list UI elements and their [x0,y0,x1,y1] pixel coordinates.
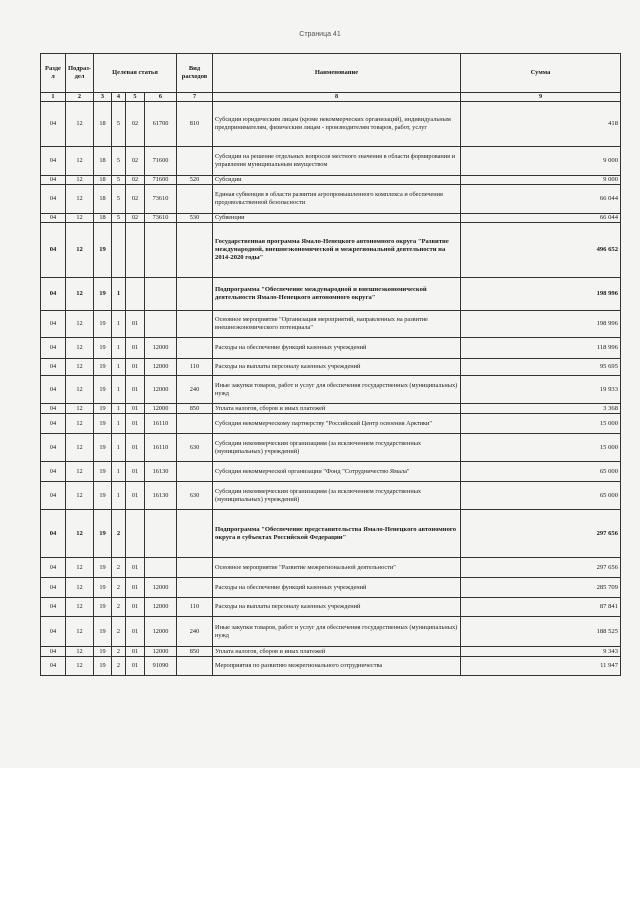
razdel-cell: 04 [41,462,66,482]
razdel-cell: 04 [41,434,66,462]
program-code-cell: 18 [94,185,112,214]
item-name-cell: Основное мероприятие "Развитие межрегиональной деятельности" [213,558,461,578]
program-code-cell: 19 [94,558,112,578]
activity-code-cell: 02 [126,176,145,185]
program-code-cell: 19 [94,617,112,647]
subprogram-code-cell: 2 [112,578,126,598]
podrazdel-cell: 12 [66,482,94,510]
table-row [41,102,621,147]
podrazdel-cell: 12 [66,404,94,414]
budget-table [40,53,621,676]
razdel-cell: 04 [41,657,66,676]
table-row [41,657,621,676]
activity-code-cell: 01 [126,598,145,617]
table-row [41,223,621,278]
sum-cell: 418 [461,102,621,147]
expense-type-cell [177,223,213,278]
item-name-cell: Субсидии юридическим лицам (кроме некоммерческих организаций), индивидуальным предпринимателям, физическим лицам - производителям товаров, работ, услуг [213,102,461,147]
expense-type-cell [177,657,213,676]
subprogram-code-cell: 1 [112,278,126,311]
direction-code-cell: 16110 [145,414,177,434]
activity-code-cell: 01 [126,617,145,647]
subprogram-code-cell: 2 [112,657,126,676]
expense-type-cell [177,414,213,434]
item-name-cell: Государственная программа Ямало-Ненецкого автономного округа "Развитие международной, внешнеэкономической и межрегиональной деятельности на 2014-2020 годы" [213,223,461,278]
program-code-cell: 19 [94,414,112,434]
expense-type-cell: 630 [177,482,213,510]
expense-type-cell [177,185,213,214]
table-row [41,185,621,214]
subprogram-code-cell: 2 [112,647,126,657]
activity-code-cell: 01 [126,578,145,598]
program-code-cell: 19 [94,311,112,338]
podrazdel-cell: 12 [66,359,94,376]
razdel-cell: 04 [41,102,66,147]
subprogram-code-cell: 5 [112,214,126,223]
razdel-cell: 04 [41,510,66,558]
expense-type-cell: 850 [177,647,213,657]
activity-code-cell: 01 [126,657,145,676]
sum-cell: 9 000 [461,176,621,185]
activity-code-cell: 01 [126,338,145,359]
table-row [41,558,621,578]
table-row [41,376,621,404]
podrazdel-cell: 12 [66,278,94,311]
table-row [41,434,621,462]
direction-code-cell: 12000 [145,404,177,414]
podrazdel-cell: 12 [66,657,94,676]
table-row [41,598,621,617]
header-name: Наименование [213,54,461,93]
activity-code-cell [126,278,145,311]
podrazdel-cell: 12 [66,414,94,434]
table-row [41,617,621,647]
subprogram-code-cell: 1 [112,404,126,414]
subprogram-code-cell: 2 [112,558,126,578]
item-name-cell: Подпрограмма "Обеспечение международной и внешнеэкономической деятельности Ямало-Ненецкого автономного округа" [213,278,461,311]
table-row [41,278,621,311]
expense-type-cell [177,510,213,558]
program-code-cell: 19 [94,359,112,376]
expense-type-cell: 240 [177,617,213,647]
sum-cell: 19 933 [461,376,621,404]
podrazdel-cell: 12 [66,598,94,617]
table-row [41,338,621,359]
razdel-cell: 04 [41,338,66,359]
sum-cell: 65 000 [461,462,621,482]
column-number: 8 [213,93,461,102]
sum-cell: 65 000 [461,482,621,510]
sum-cell: 118 996 [461,338,621,359]
expense-type-cell [177,278,213,311]
program-code-cell: 19 [94,376,112,404]
table-row [41,214,621,223]
activity-code-cell: 02 [126,214,145,223]
table-row [41,462,621,482]
razdel-cell: 04 [41,558,66,578]
column-number: 7 [177,93,213,102]
activity-code-cell: 01 [126,462,145,482]
activity-code-cell: 01 [126,404,145,414]
sum-cell: 496 652 [461,223,621,278]
sum-cell: 188 525 [461,617,621,647]
activity-code-cell: 01 [126,647,145,657]
subprogram-code-cell: 1 [112,434,126,462]
program-code-cell: 19 [94,482,112,510]
razdel-cell: 04 [41,223,66,278]
item-name-cell: Расходы на выплаты персоналу казенных учреждений [213,359,461,376]
razdel-cell: 04 [41,578,66,598]
direction-code-cell: 12000 [145,359,177,376]
subprogram-code-cell: 1 [112,414,126,434]
program-code-cell: 18 [94,214,112,223]
subprogram-code-cell: 5 [112,176,126,185]
table-row [41,176,621,185]
item-name-cell: Уплата налогов, сборов и иных платежей [213,404,461,414]
expense-type-cell [177,338,213,359]
direction-code-cell: 16110 [145,434,177,462]
header-vid-raskhodov: Вид расходов [177,54,213,93]
program-code-cell: 18 [94,176,112,185]
activity-code-cell: 01 [126,482,145,510]
direction-code-cell: 12000 [145,617,177,647]
podrazdel-cell: 12 [66,176,94,185]
razdel-cell: 04 [41,359,66,376]
header-podrazdel: Подраз- дел [66,54,94,93]
sum-cell: 285 709 [461,578,621,598]
direction-code-cell: 61700 [145,102,177,147]
page-number-label: Страница 41 [299,31,341,38]
direction-code-cell: 71600 [145,147,177,176]
sum-cell: 95 695 [461,359,621,376]
program-code-cell: 18 [94,102,112,147]
sum-cell: 3 368 [461,404,621,414]
sum-cell: 66 044 [461,185,621,214]
item-name-cell: Подпрограмма "Обеспечение представительства Ямало-Ненецкого автономного округа в субъектах Российской Федерации" [213,510,461,558]
subprogram-code-cell: 1 [112,311,126,338]
razdel-cell: 04 [41,617,66,647]
column-number: 2 [66,93,94,102]
podrazdel-cell: 12 [66,578,94,598]
item-name-cell: Субвенции [213,214,461,223]
direction-code-cell: 73610 [145,214,177,223]
subprogram-code-cell: 5 [112,185,126,214]
podrazdel-cell: 12 [66,617,94,647]
column-number: 4 [112,93,126,102]
program-code-cell: 19 [94,647,112,657]
subprogram-code-cell: 1 [112,338,126,359]
expense-type-cell: 520 [177,176,213,185]
expense-type-cell: 110 [177,598,213,617]
subprogram-code-cell: 1 [112,482,126,510]
razdel-cell: 04 [41,147,66,176]
column-number: 9 [461,93,621,102]
item-name-cell: Расходы на обеспечение функций казенных учреждений [213,338,461,359]
expense-type-cell [177,578,213,598]
expense-type-cell: 530 [177,214,213,223]
direction-code-cell: 12000 [145,598,177,617]
direction-code-cell: 16130 [145,462,177,482]
program-code-cell: 19 [94,657,112,676]
razdel-cell: 04 [41,404,66,414]
razdel-cell: 04 [41,214,66,223]
item-name-cell: Уплата налогов, сборов и иных платежей [213,647,461,657]
sum-cell: 66 044 [461,214,621,223]
item-name-cell: Субсидии на решение отдельных вопросов местного значения в области формирования и управления муниципальным имуществом [213,147,461,176]
direction-code-cell [145,510,177,558]
podrazdel-cell: 12 [66,462,94,482]
direction-code-cell: 71600 [145,176,177,185]
table-row [41,510,621,558]
activity-code-cell [126,223,145,278]
table-row [41,311,621,338]
direction-code-cell: 12000 [145,376,177,404]
podrazdel-cell: 12 [66,223,94,278]
subprogram-code-cell: 1 [112,376,126,404]
subprogram-code-cell [112,223,126,278]
direction-code-cell: 91090 [145,657,177,676]
razdel-cell: 04 [41,278,66,311]
activity-code-cell: 01 [126,311,145,338]
activity-code-cell: 02 [126,147,145,176]
subprogram-code-cell: 1 [112,359,126,376]
item-name-cell: Расходы на обеспечение функций казенных учреждений [213,578,461,598]
table-row [41,404,621,414]
header-razdel: Разде л [41,54,66,93]
direction-code-cell [145,558,177,578]
program-code-cell: 19 [94,510,112,558]
podrazdel-cell: 12 [66,647,94,657]
program-code-cell: 19 [94,578,112,598]
column-number: 3 [94,93,112,102]
direction-code-cell [145,278,177,311]
sum-cell: 297 656 [461,510,621,558]
podrazdel-cell: 12 [66,338,94,359]
sum-cell: 9 343 [461,647,621,657]
sum-cell: 198 996 [461,311,621,338]
razdel-cell: 04 [41,185,66,214]
podrazdel-cell: 12 [66,214,94,223]
table-row [41,647,621,657]
table-body [41,102,621,676]
sum-cell: 15 000 [461,434,621,462]
sum-cell: 198 996 [461,278,621,311]
activity-code-cell: 02 [126,102,145,147]
item-name-cell: Субсидии некоммерческим организациям (за исключением государственных (муниципальных) учреждений) [213,482,461,510]
subprogram-code-cell: 5 [112,147,126,176]
item-name-cell: Единая субвенция в области развития агропромышленного комплекса и обеспечения продовольственной безопасности [213,185,461,214]
direction-code-cell: 16130 [145,482,177,510]
podrazdel-cell: 12 [66,311,94,338]
header-target-article: Целевая статья [94,54,177,93]
podrazdel-cell: 12 [66,102,94,147]
item-name-cell: Основное мероприятие "Организация мероприятий, направленных на развитие внешнеэкономического потенциала" [213,311,461,338]
activity-code-cell [126,510,145,558]
direction-code-cell: 12000 [145,578,177,598]
razdel-cell: 04 [41,414,66,434]
expense-type-cell: 810 [177,102,213,147]
expense-type-cell [177,558,213,578]
expense-type-cell: 850 [177,404,213,414]
header-sum: Сумма [461,54,621,93]
activity-code-cell: 01 [126,434,145,462]
razdel-cell: 04 [41,647,66,657]
table-header-row [41,54,621,93]
razdel-cell: 04 [41,376,66,404]
table-row [41,147,621,176]
activity-code-cell: 01 [126,558,145,578]
subprogram-code-cell: 2 [112,617,126,647]
sum-cell: 9 000 [461,147,621,176]
table-row [41,578,621,598]
sum-cell: 15 000 [461,414,621,434]
table-row [41,414,621,434]
expense-type-cell [177,147,213,176]
item-name-cell: Субсидии некоммерческим организациям (за исключением государственных (муниципальных) учреждений) [213,434,461,462]
direction-code-cell: 73610 [145,185,177,214]
expense-type-cell: 630 [177,434,213,462]
direction-code-cell: 12000 [145,647,177,657]
expense-type-cell [177,311,213,338]
column-number: 5 [126,93,145,102]
activity-code-cell: 01 [126,414,145,434]
direction-code-cell [145,311,177,338]
subprogram-code-cell: 1 [112,462,126,482]
podrazdel-cell: 12 [66,510,94,558]
program-code-cell: 19 [94,223,112,278]
podrazdel-cell: 12 [66,185,94,214]
item-name-cell: Расходы на выплаты персоналу казенных учреждений [213,598,461,617]
razdel-cell: 04 [41,482,66,510]
item-name-cell: Субсидия некоммерческому партнерству "Российский Центр освоения Арктики" [213,414,461,434]
table-row [41,359,621,376]
sum-cell: 11 947 [461,657,621,676]
program-code-cell: 18 [94,147,112,176]
subprogram-code-cell: 2 [112,510,126,558]
razdel-cell: 04 [41,598,66,617]
program-code-cell: 19 [94,462,112,482]
razdel-cell: 04 [41,176,66,185]
sum-cell: 297 656 [461,558,621,578]
direction-code-cell: 12000 [145,338,177,359]
expense-type-cell: 110 [177,359,213,376]
activity-code-cell: 01 [126,376,145,404]
item-name-cell: Иные закупки товаров, работ и услуг для обеспечения государственных (муниципальных) нужд [213,617,461,647]
program-code-cell: 19 [94,434,112,462]
podrazdel-cell: 12 [66,147,94,176]
item-name-cell: Иные закупки товаров, работ и услуг для обеспечения государственных (муниципальных) нужд [213,376,461,404]
program-code-cell: 19 [94,598,112,617]
program-code-cell: 19 [94,404,112,414]
column-number: 6 [145,93,177,102]
item-name-cell: Мероприятия по развитию межрегионального сотрудничества [213,657,461,676]
podrazdel-cell: 12 [66,558,94,578]
activity-code-cell: 01 [126,359,145,376]
program-code-cell: 19 [94,278,112,311]
podrazdel-cell: 12 [66,376,94,404]
column-number-row [41,93,621,102]
item-name-cell: Субсидия некоммерческой организации "Фонд "Сотрудничество Ямала" [213,462,461,482]
direction-code-cell [145,223,177,278]
table-row [41,482,621,510]
subprogram-code-cell: 2 [112,598,126,617]
expense-type-cell: 240 [177,376,213,404]
expense-type-cell [177,462,213,482]
column-number: 1 [41,93,66,102]
podrazdel-cell: 12 [66,434,94,462]
program-code-cell: 19 [94,338,112,359]
subprogram-code-cell: 5 [112,102,126,147]
sum-cell: 87 841 [461,598,621,617]
activity-code-cell: 02 [126,185,145,214]
item-name-cell: Субсидии [213,176,461,185]
razdel-cell: 04 [41,311,66,338]
